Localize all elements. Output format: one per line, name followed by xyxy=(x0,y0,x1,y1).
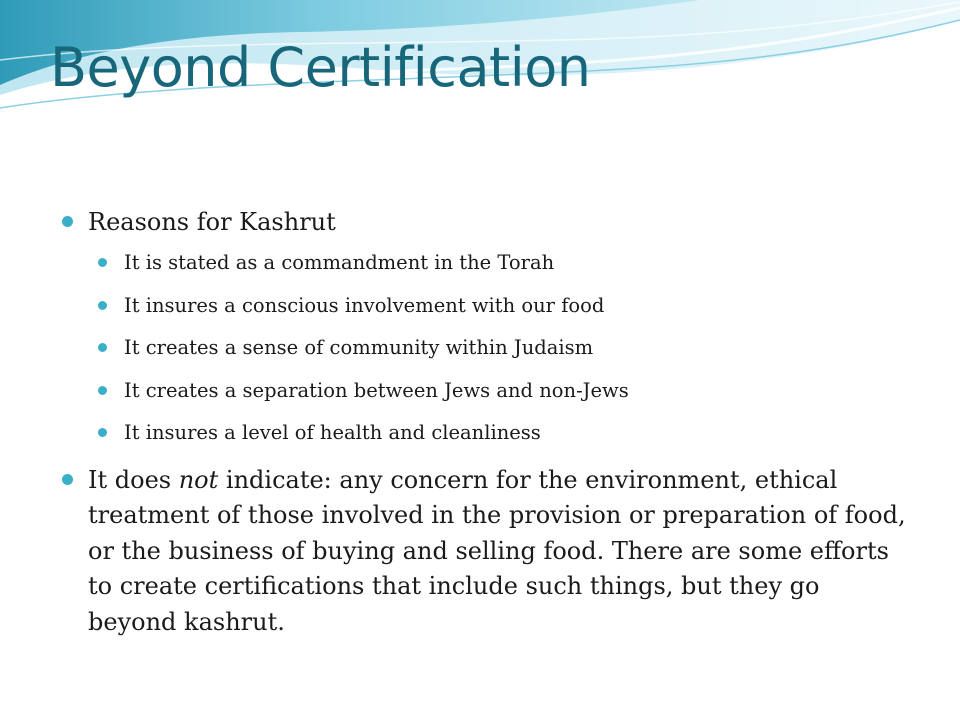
subbullet-dot-icon xyxy=(98,428,107,437)
subbullet-item xyxy=(98,420,910,446)
bullet-text-part: indicate: any concern for the environment, ethical treatment of those involved in the provision or preparation of food, or the business of buying and selling food. There are some efforts to create certifications that include such things, but they go beyond kashrut. xyxy=(88,465,906,636)
subbullet-dot-icon xyxy=(98,301,107,310)
subbullet-text: It creates a separation between Jews and non-Jews xyxy=(124,378,629,402)
subbullet-item xyxy=(98,378,910,404)
bullet-dot-icon xyxy=(62,216,73,227)
emphasis-text: not xyxy=(178,465,219,494)
subbullet-text: It insures a conscious involvement with our food xyxy=(124,293,605,317)
bullet-text-part: It does xyxy=(88,465,179,494)
slide-content xyxy=(60,205,910,640)
bullet-reasons xyxy=(60,205,910,240)
subbullet-item xyxy=(98,335,910,361)
subbullet-text: It is stated as a commandment in the Torah xyxy=(124,251,555,274)
subbullet-item xyxy=(98,250,910,276)
bullet-does-not-indicate xyxy=(60,463,910,641)
subbullet-list xyxy=(60,250,910,446)
slide-title: Beyond Certification xyxy=(50,36,591,99)
subbullet-dot-icon xyxy=(98,343,107,352)
bullet-dot-icon xyxy=(62,474,73,485)
subbullet-item xyxy=(98,293,910,319)
subbullet-text: It insures a level of health and cleanliness xyxy=(124,421,541,444)
subbullet-dot-icon xyxy=(98,386,107,395)
bullet-text: Reasons for Kashrut xyxy=(88,208,336,236)
subbullet-text: It creates a sense of community within Judaism xyxy=(124,336,594,359)
subbullet-dot-icon xyxy=(98,258,107,267)
